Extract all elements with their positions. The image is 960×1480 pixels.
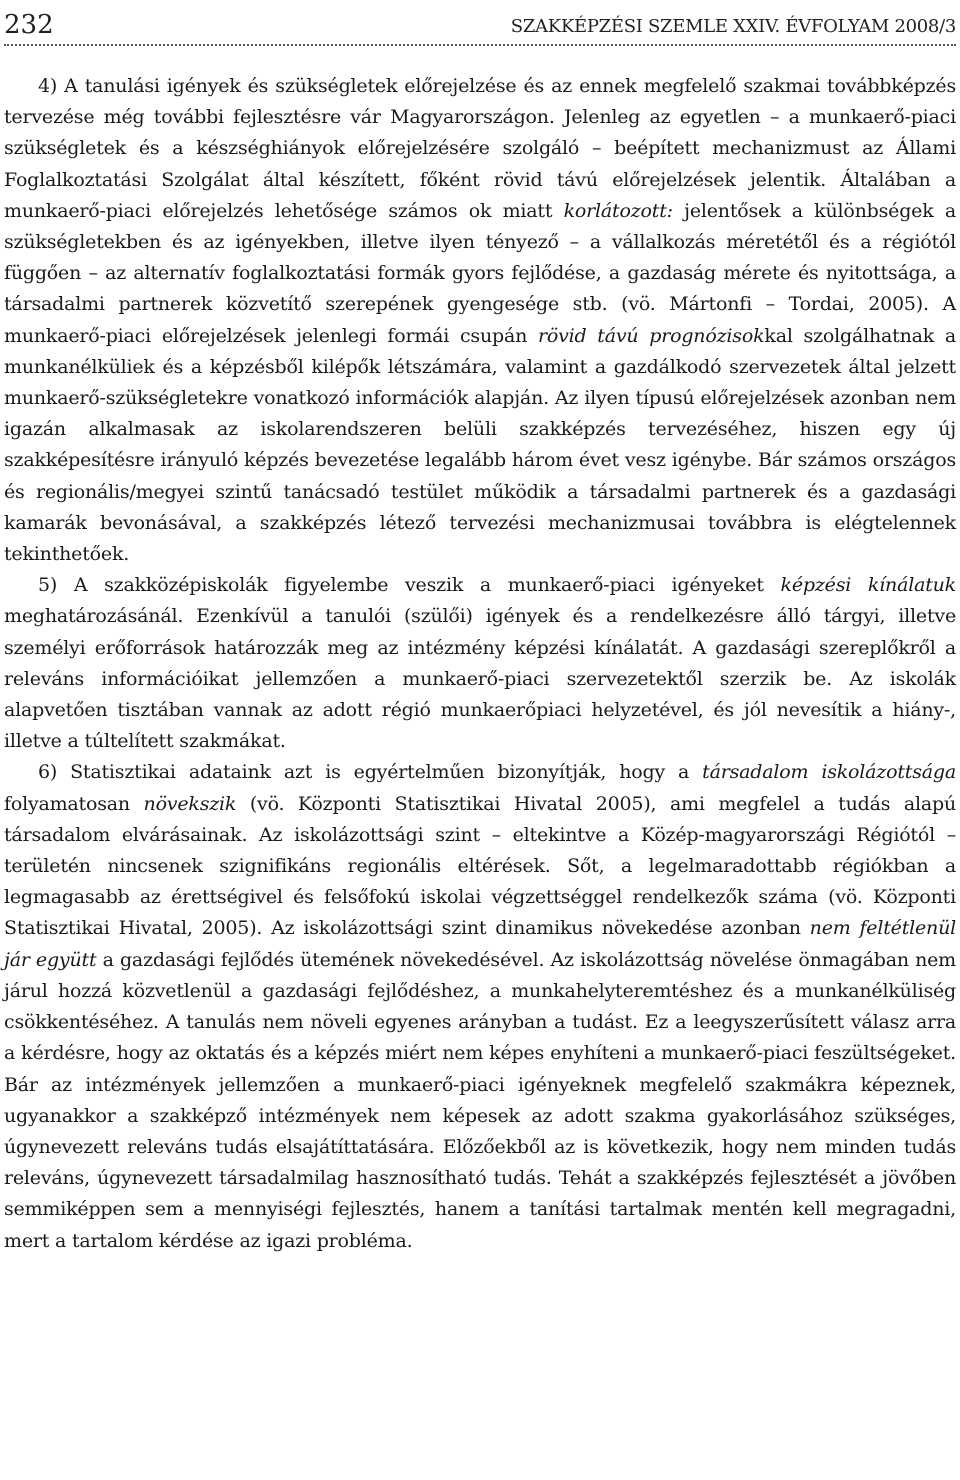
page-number: 232 xyxy=(4,10,54,40)
text-run: a gazdasági fejlődés ütemének növekedésével. Az iskolázottság növelése önmagában nem járul hozzá közvetlenül a gazdasági fejlődéshez, a munkahelyteremtéshez és a munkanélküliség csökkentéséhez. A tanulás nem növeli egyenes arányban a tudást. Ez a leegyszerűsített válasz arra a kérdésre, hogy az oktatás és a képzés miért nem képes enyhíteni a munkaerő-piaci feszültségeket. Bár az intézmények jellemzően a munkaerő-piaci igényeknek megfelelő szakmákra képeznek, ugyanakkor a szakképző intézmények nem képesek az adott szakma gyakorlásához szükséges, úgynevezett releváns tudás elsajátíttatására. Előzőekből az is következik, hogy nem minden tudás releváns, úgynevezett társadalmilag hasznosítható tudás. Tehát a szakképzés fejlesztését a jövőben semmiképpen sem a mennyiségi fejlesztés, hanem a tanítási tartalmak mentén kell megragadni, mert a tartalom kérdése az igazi probléma. xyxy=(4,948,956,1252)
paragraph xyxy=(4,757,956,1256)
body-text xyxy=(4,71,956,1257)
emphasized-text: korlátozott: xyxy=(563,199,673,222)
paragraph xyxy=(4,570,956,757)
text-run: kal szolgálhatnak a munkanélküliek és a képzésből kilépők létszámára, valamint a gazdálkodó szervezetek által jelzett munkaerő-szükségletekre vonatkozó információk alapján. Az ilyen típusú előrejelzések azonban nem igazán alkalmasak az iskolarendszeren belüli szakképzés tervezéséhez, hiszen egy új szakképesítésre irányuló képzés bevezetése legalább három évet vesz igénybe. Bár számos országos és regionális/megyei szintű tanácsadó testület működik a társadalmi partnerek és a gazdasági kamarák bevonásával, a szakképzés létező tervezési mechanizmusai továbbra is elégtelennek tekinthetőek. xyxy=(4,324,957,566)
text-run: 6) Statisztikai adataink azt is egyértelműen bizonyítják, hogy a xyxy=(38,761,703,784)
emphasized-text: rövid távú prognózisok xyxy=(537,324,765,347)
running-header xyxy=(4,0,956,38)
text-run: (vö. Központi Statisztikai Hivatal 2005), ami megfelel a tudás alapú társadalom elvárásainak. Az iskolázottsági szint – eltekintve a Közép-magyarországi Régiótól – területén nincsenek szignifikáns regionális eltérések. Sőt, a legelmaradottabb régiókban a legmagasabb az érettségivel és felsőfokú iskolai végzettséggel rendelkezők száma (vö. Központi Statisztikai Hivatal, 2005). Az iskolázottsági szint dinamikus növekedése azonban xyxy=(4,792,956,940)
text-run: 5) A szakközépiskolák figyelembe veszik a munkaerő-piaci igényeket xyxy=(38,574,781,597)
header-dotted-rule xyxy=(4,44,956,46)
text-run: jelentősek a különbségek a szükségletekben és az igényekben, illetve ilyen tényező – a vállalkozás méretétől és a régiótól függően – az alternatív foglalkoztatási formák gyors fejlődése, a gazdaság mérete és nyitottsága, a társadalmi partnerek közvetítő szerepének gyengesége stb. (vö. Mártonfi – Tordai, 2005). A munkaerő-piaci előrejelzések jelenlegi formái csupán xyxy=(4,199,956,347)
text-run: meghatározásánál. Ezenkívül a tanulói (szülői) igények és a rendelkezésre álló tárgyi, illetve személyi erőforrások határozzák meg az intézmény képzési kínálatát. A gazdasági szereplőkről a releváns információikat jellemzően a munkaerő-piaci szervezetektől szerzik be. Az iskolák alapvetően tisztában vannak az adott régió munkaerőpiaci helyzetével, és jól nevesítik a hiány-, illetve a túltelített szakmákat. xyxy=(4,605,956,753)
emphasized-text: növekszik xyxy=(143,792,237,815)
text-run: 4) A tanulási igények és szükségletek előrejelzése és az ennek megfelelő szakmai továbbképzés tervezése még további fejlesztésre vár Magyarországon. Jelenleg az egyetlen – a munkaerő-piaci szükségletek és a készséghiányok előrejelzésére szolgáló – beépített mechanizmust az Állami Foglalkoztatási Szolgálat által készített, főként rövid távú előrejelzések jelentik. Általában a munkaerő-piaci előrejelzés lehetősége számos ok miatt xyxy=(4,75,956,222)
journal-title: SZAKKÉPZÉSI SZEMLE XXIV. ÉVFOLYAM 2008/3 xyxy=(510,16,956,37)
paragraph xyxy=(4,71,956,570)
emphasized-text: nem feltétlenül jár együtt xyxy=(4,917,956,971)
emphasized-text: társadalom iskolázottsága xyxy=(702,761,956,784)
emphasized-text: képzési kínálatuk xyxy=(780,574,956,597)
text-run: folyamatosan xyxy=(4,792,144,815)
